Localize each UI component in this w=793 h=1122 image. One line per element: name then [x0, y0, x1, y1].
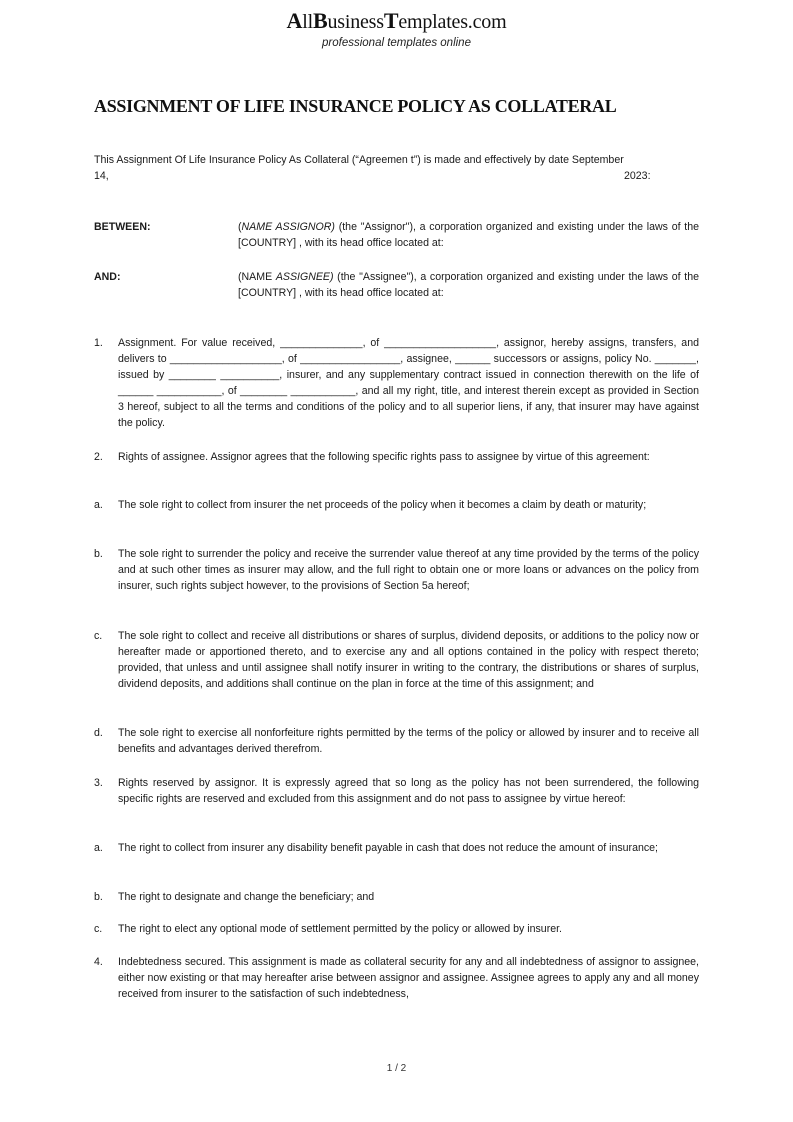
page-indicator: 1 / 2: [386, 1063, 407, 1074]
subsection-text: The right to elect any optional mode of settlement permitted by the policy or allowed by insurer.: [118, 923, 562, 935]
subsection-3c: [94, 921, 699, 937]
party-description: (the "Assignor"), a corporation organized and existing under the laws of the [COUNTRY] , with its head office located at:: [238, 221, 700, 249]
brand-tagline: professional templates online: [322, 37, 471, 49]
party-name-prefix: (NAME: [238, 271, 276, 283]
section-number: 4.: [94, 956, 103, 968]
subsection-letter: c.: [94, 923, 103, 935]
intro-date-line: [94, 168, 699, 184]
section-text: Rights of assignee. Assignor agrees that the following specific rights pass to assignee by virtue of this agreement:: [118, 451, 650, 463]
document-title: ASSIGNMENT OF LIFE INSURANCE POLICY AS COLLATERAL: [94, 96, 617, 116]
section-text: Rights reserved by assignor. It is expressly agreed that so long as the policy has not been surrendered, the following specific rights are reserved and excluded from this assignment and do not pass to assignee by virtue hereof:: [118, 777, 699, 805]
section-3-rights-reserved: [94, 775, 699, 807]
subsection-letter: b.: [94, 548, 103, 560]
party-text: [238, 269, 699, 301]
subsection-text: The sole right to exercise all nonforfeiture rights permitted by the terms of the policy or allowed by insurer and to receive all benefits and advantages derived therefrom.: [118, 727, 699, 755]
subsection-letter: a.: [94, 842, 103, 854]
party-text: [238, 219, 699, 251]
intro-paragraph: This Assignment Of Life Insurance Policy As Collateral (“Agreemen t”) is made and effectively by date September: [94, 154, 624, 166]
brand-rest: ll: [302, 11, 313, 33]
subsection-2c: [94, 628, 699, 692]
party-name: NAME ASSIGNOR): [241, 221, 335, 233]
subsection-letter: a.: [94, 499, 103, 511]
brand-rest: emplates.com: [398, 11, 507, 33]
subsection-letter: b.: [94, 891, 103, 903]
section-2-rights-of-assignee: [94, 449, 699, 465]
subsection-text: The right to designate and change the beneficiary; and: [118, 891, 375, 903]
subsection-text: The sole right to surrender the policy and receive the surrender value thereof at any time provided by the terms of the policy and at such other times as insurer may allow, and the full right to obtain one or more loans or advances on the policy from insurer, such rights subject however, to the provisions of Section 5a hereof;: [118, 548, 699, 592]
section-text: Indebtedness secured. This assignment is made as collateral security for any and all indebtedness of assignor to assignee, either now existing or that may hereafter arise between assignor and assignee. Assignee agrees to apply any and all money received from insurer to the satisfaction of such indebtedness,: [118, 956, 699, 1000]
party-description: (the "Assignee"), a corporation organized and existing under the laws of the [COUNTRY] , with its head office located at:: [238, 271, 699, 299]
party-name-prefix: (: [238, 221, 242, 233]
subsection-letter: d.: [94, 727, 103, 739]
brand-rest: usiness: [327, 11, 384, 33]
subsection-2a: [94, 497, 699, 513]
section-number: 3.: [94, 777, 103, 789]
intro-year: 2023:: [624, 170, 651, 182]
section-4-indebtedness: [94, 954, 699, 1002]
brand-cap: T: [383, 8, 399, 33]
section-number: 2.: [94, 451, 103, 463]
brand-cap: B: [312, 8, 328, 33]
party-label: AND:: [94, 271, 121, 283]
subsection-3a: [94, 840, 699, 856]
section-number: 1.: [94, 337, 103, 349]
subsection-2b: [94, 546, 699, 594]
brand-logo[interactable]: [0, 8, 793, 34]
subsection-3b: [94, 889, 699, 905]
subsection-text: The sole right to collect from insurer the net proceeds of the policy when it becomes a claim by death or maturity;: [118, 499, 647, 511]
party-label: BETWEEN:: [94, 221, 151, 233]
brand-cap: A: [286, 8, 303, 33]
section-1-assignment: [94, 335, 699, 431]
subsection-letter: c.: [94, 630, 103, 642]
subsection-text: The right to collect from insurer any disability benefit payable in cash that does not reduce the amount of insurance;: [118, 842, 658, 854]
section-text: Assignment. For value received, ______________, of ___________________, assignor, hereby assigns, transfers, and delivers to ___________________, of _________________, assignee, ______ successors or assigns, policy No. _______, issued by ________ __________, insurer, and any supplementary contract issued in connection therewith on the life of ______ ___________, of ________ ___________, and all my right, title, and interest therein except as provided in Section 3 hereof, subject to all the terms and conditions of the policy and to all superior liens, if any, that insurer may have against the policy.: [118, 337, 699, 429]
subsection-text: The sole right to collect and receive all distributions or shares of surplus, dividend deposits, or additions to the policy now or hereafter made or apportioned thereto, and to exercise any and all options contained in the policy with respect thereto; provided, that unless and until assignee shall notify insurer in writing to the contrary, the distributions or shares of surplus, dividend deposits, and additions shall continue on the plan in force at the time of this assignment; and: [118, 630, 699, 690]
intro-day: 14,: [94, 170, 109, 182]
party-name: ASSIGNEE): [275, 271, 334, 283]
subsection-2d: [94, 725, 699, 757]
